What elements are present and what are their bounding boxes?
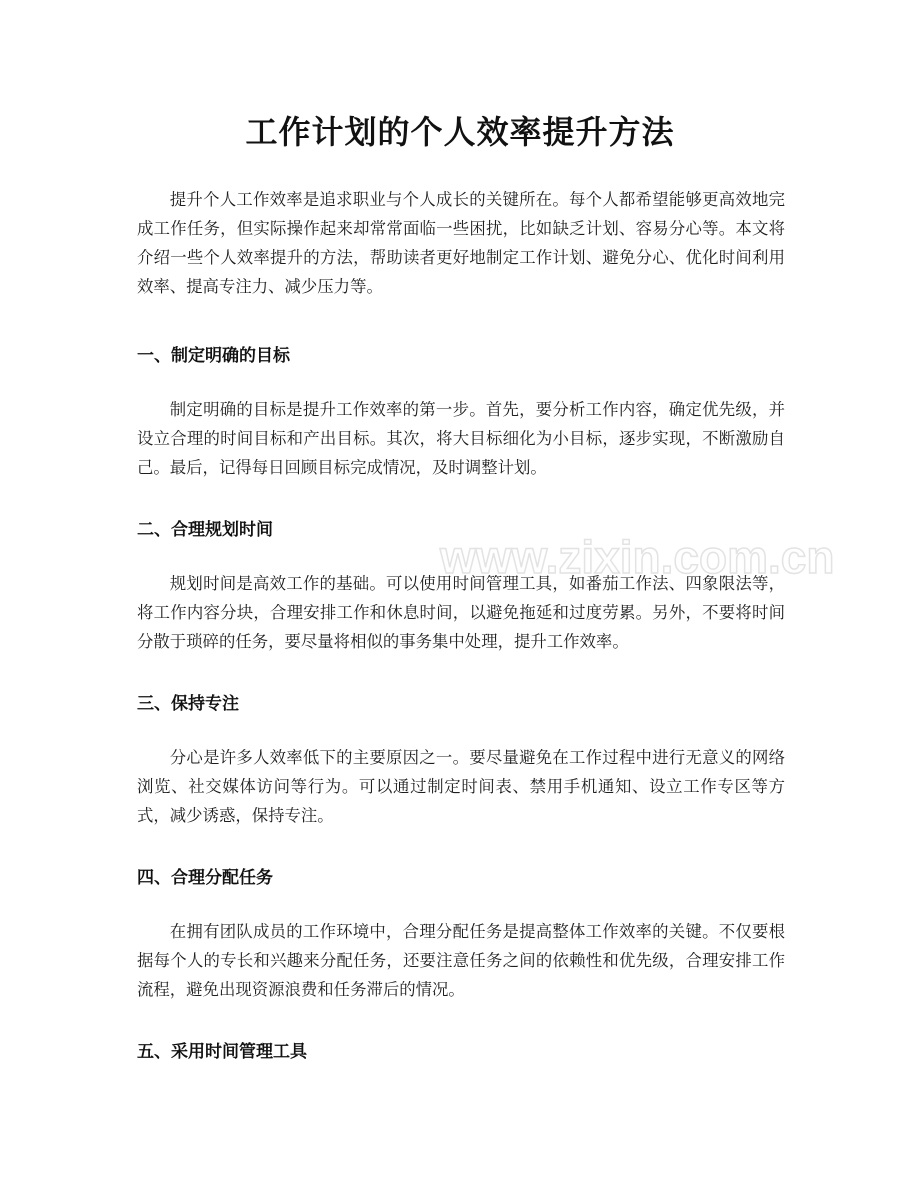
section-heading-1: 一、制定明确的目标 [137, 346, 290, 366]
section-body-1: 制定明确的目标是提升工作效率的第一步。首先，要分析工作内容，确定优先级，并设立合理的时间目标和产出目标。其次，将大目标细化为小目标，逐步实现，不断激励自己。最后，记得每日回顾目标完成情况，及时调整计划。 [137, 400, 785, 477]
intro-paragraph: 提升个人工作效率是追求职业与个人成长的关键所在。每个人都希望能够更高效地完成工作任务，但实际操作起来却常常面临一些困扰，比如缺乏计划、容易分心等。本文将介绍一些个人效率提升的方法，帮助读者更好地制定工作计划、避免分心、优化时间利用效率、提高专注力、减少压力等。 [137, 190, 785, 296]
section-heading-2: 二、合理规划时间 [137, 520, 273, 540]
section-heading-4: 四、合理分配任务 [137, 868, 273, 888]
document-title: 工作计划的个人效率提升方法 [245, 113, 675, 151]
section-heading-5: 五、采用时间管理工具 [137, 1042, 307, 1062]
section-body-3: 分心是许多人效率低下的主要原因之一。要尽量避免在工作过程中进行无意义的网络浏览、社交媒体访问等行为。可以通过制定时间表、禁用手机通知、设立工作专区等方式，减少诱惑，保持专注。 [137, 748, 785, 825]
section-body-2: 规划时间是高效工作的基础。可以使用时间管理工具，如番茄工作法、四象限法等，将工作内容分块，合理安排工作和休息时间，以避免拖延和过度劳累。另外，不要将时间分散于琐碎的任务，要尽量将相似的事务集中处理，提升工作效率。 [137, 574, 785, 651]
section-heading-3: 三、保持专注 [137, 694, 239, 714]
watermark-text: www.zixin.com.cn [440, 531, 835, 583]
section-body-4: 在拥有团队成员的工作环境中，合理分配任务是提高整体工作效率的关键。不仅要根据每个人的专长和兴趣来分配任务，还要注意任务之间的依赖性和优先级，合理安排工作流程，避免出现资源浪费和任务滞后的情况。 [137, 922, 785, 999]
